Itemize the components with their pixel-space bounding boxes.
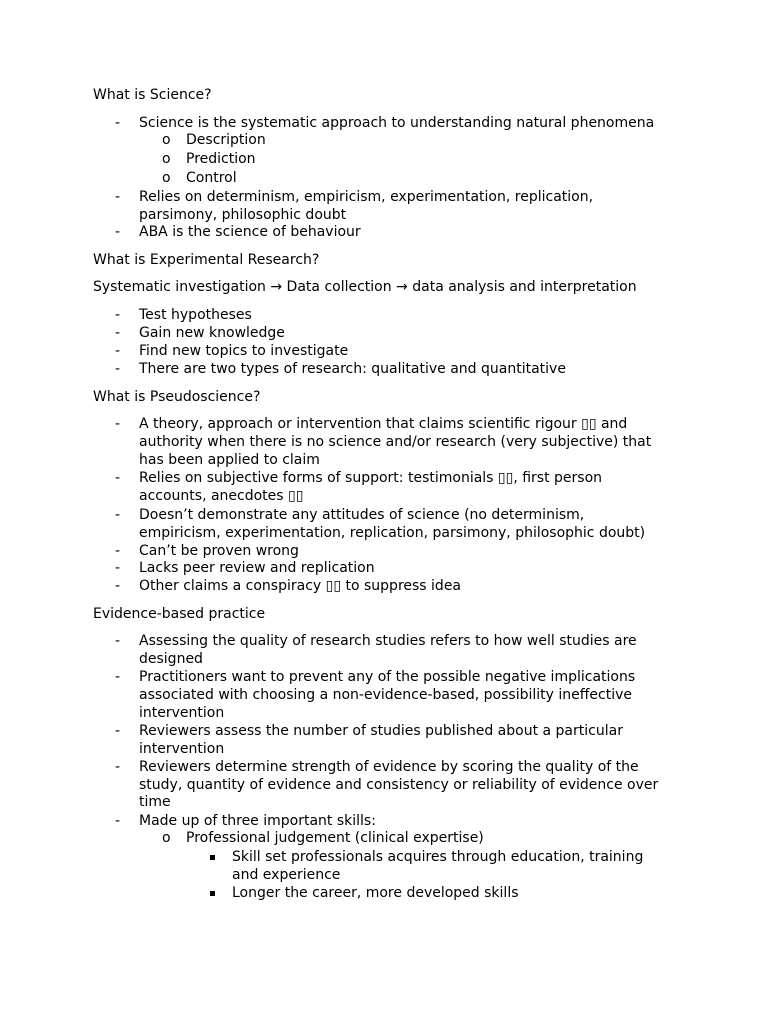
list-item-line: Skill set professionals acquires through education, training — [232, 849, 644, 865]
dash-bullet: - — [115, 115, 121, 131]
section-heading: What is Experimental Research? — [93, 252, 320, 268]
paragraph: Systematic investigation → Data collection → data analysis and interpretation — [93, 279, 637, 295]
section-heading: What is Science? — [93, 87, 212, 103]
circle-bullet: o — [162, 830, 171, 846]
list-item-line: time — [139, 794, 171, 810]
list-item-line: Lacks peer review and replication — [139, 560, 375, 576]
square-bullet — [210, 891, 215, 896]
list-item-line: Assessing the quality of research studies refers to how well studies are — [139, 633, 637, 649]
list-item-line: Gain new knowledge — [139, 325, 285, 341]
list-item-line: A theory, approach or intervention that claims scientific rigour ▯▯ and — [139, 416, 628, 432]
dash-bullet: - — [115, 325, 121, 341]
list-item-line: Doesn’t demonstrate any attitudes of science (no determinism, — [139, 507, 585, 523]
dash-bullet: - — [115, 633, 121, 649]
section-heading: What is Pseudoscience? — [93, 389, 261, 405]
list-item-line: Find new topics to investigate — [139, 343, 349, 359]
square-bullet — [210, 855, 215, 860]
dash-bullet: - — [115, 578, 121, 594]
dash-bullet: - — [115, 813, 121, 829]
list-item-line: Practitioners want to prevent any of the possible negative implications — [139, 669, 636, 685]
list-item-line: Professional judgement (clinical expertise) — [186, 830, 484, 846]
list-item-line: authority when there is no science and/or research (very subjective) that — [139, 434, 652, 450]
list-item-line: Description — [186, 132, 266, 148]
dash-bullet: - — [115, 543, 121, 559]
list-item-line: Science is the systematic approach to understanding natural phenomena — [139, 115, 655, 131]
circle-bullet: o — [162, 132, 171, 148]
list-item-line: empiricism, experimentation, replication, parsimony, philosophic doubt) — [139, 525, 646, 541]
list-item-line: has been applied to claim — [139, 452, 320, 468]
section-heading: Evidence-based practice — [93, 606, 266, 622]
dash-bullet: - — [115, 723, 121, 739]
list-item-line: intervention — [139, 741, 225, 757]
list-item-line: Reviewers assess the number of studies published about a particular — [139, 723, 623, 739]
list-item-line: Test hypotheses — [139, 307, 252, 323]
list-item-line: Reviewers determine strength of evidence by scoring the quality of the — [139, 759, 639, 775]
circle-bullet: o — [162, 170, 171, 186]
dash-bullet: - — [115, 560, 121, 576]
list-item-line: Longer the career, more developed skills — [232, 885, 519, 901]
list-item-line: Relies on determinism, empiricism, experimentation, replication, — [139, 189, 594, 205]
dash-bullet: - — [115, 361, 121, 377]
dash-bullet: - — [115, 416, 121, 432]
list-item-line: parsimony, philosophic doubt — [139, 207, 347, 223]
list-item-line: There are two types of research: qualitative and quantitative — [139, 361, 566, 377]
dash-bullet: - — [115, 224, 121, 240]
dash-bullet: - — [115, 343, 121, 359]
list-item-line: Other claims a conspiracy ▯▯ to suppress idea — [139, 578, 462, 594]
dash-bullet: - — [115, 189, 121, 205]
list-item-line: Control — [186, 170, 237, 186]
list-item-line: designed — [139, 651, 203, 667]
list-item-line: and experience — [232, 867, 341, 883]
circle-bullet: o — [162, 151, 171, 167]
list-item-line: study, quantity of evidence and consistency or reliability of evidence over — [139, 777, 659, 793]
list-item-line: Can’t be proven wrong — [139, 543, 299, 559]
list-item-line: associated with choosing a non-evidence-based, possibility ineffective — [139, 687, 632, 703]
list-item-line: accounts, anecdotes ▯▯ — [139, 488, 304, 504]
list-item-line: Made up of three important skills: — [139, 813, 376, 829]
dash-bullet: - — [115, 759, 121, 775]
dash-bullet: - — [115, 669, 121, 685]
dash-bullet: - — [115, 470, 121, 486]
list-item-line: ABA is the science of behaviour — [139, 224, 361, 240]
dash-bullet: - — [115, 507, 121, 523]
list-item-line: intervention — [139, 705, 225, 721]
list-item-line: Relies on subjective forms of support: testimonials ▯▯, first person — [139, 470, 603, 486]
dash-bullet: - — [115, 307, 121, 323]
list-item-line: Prediction — [186, 151, 256, 167]
